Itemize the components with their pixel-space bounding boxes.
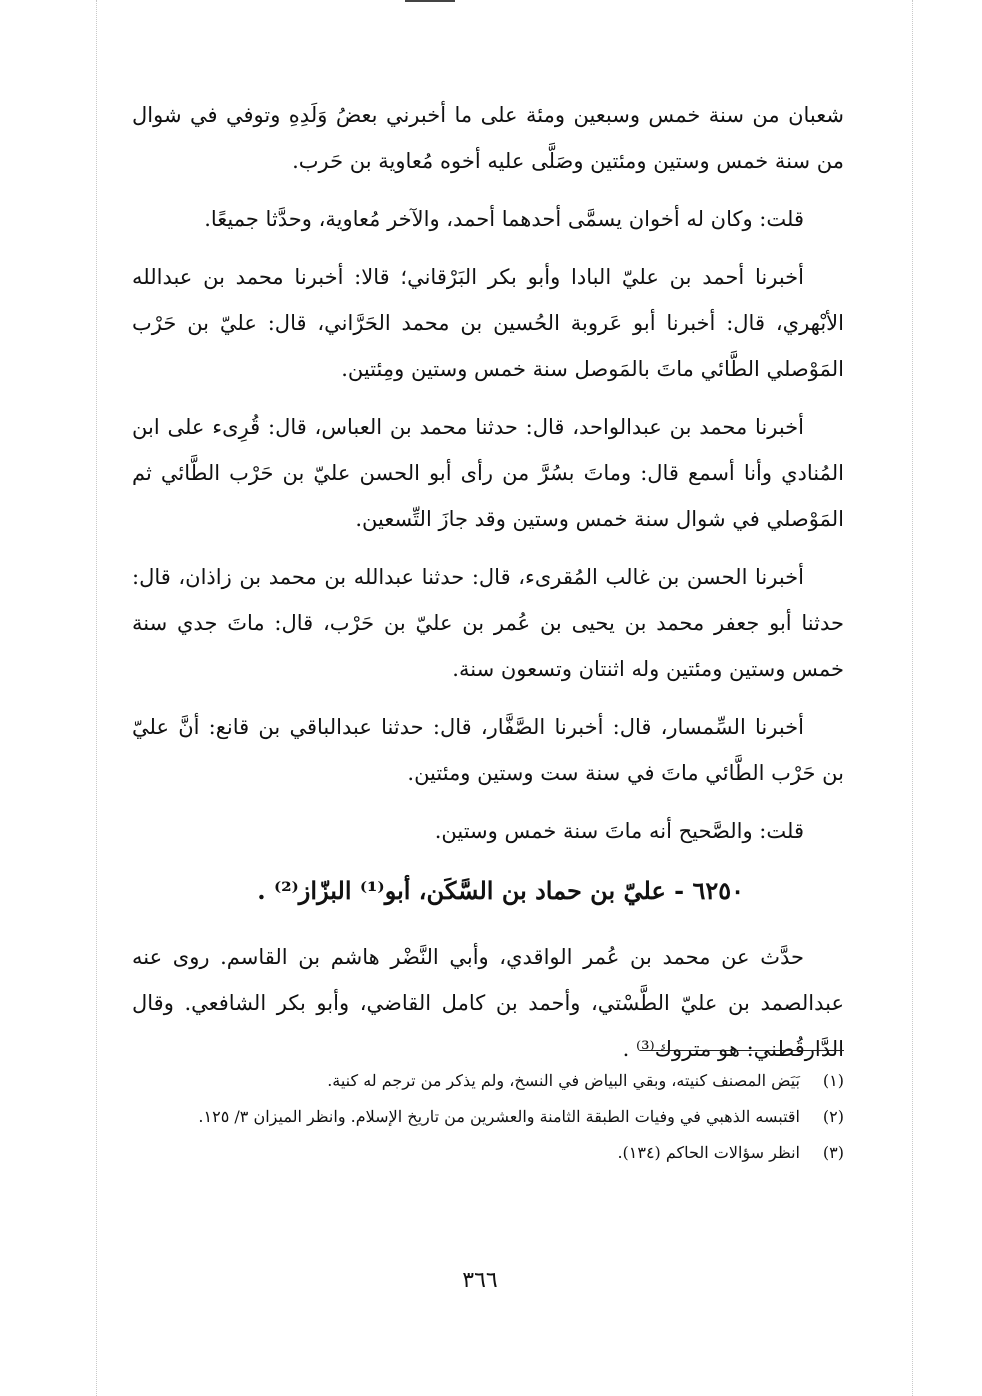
paragraph: أخبرنا أحمد بن عليّ البادا وأبو بكر البَرْقاني؛ قالا: أخبرنا محمد بن عبدالله الأبْهري، قال: أخبرنا أبو عَروبة الحُسين بن محمد الحَرَّاني، قال: عليّ بن حَرْب المَوْصلي الطَّائي ماتَ بالمَوصل سنة خمس وستين ومِئتين. <box>132 265 844 381</box>
main-text <box>132 92 844 1084</box>
footnote <box>132 1066 844 1096</box>
footnote-number: (٣) <box>822 1143 844 1162</box>
footnote-text: انظر سؤالات الحاكم (١٣٤). <box>617 1143 800 1162</box>
entry-body: حدَّث عن محمد بن عُمر الواقدي، وأبي النَّضْر هاشم بن القاسم. روى عنه عبدالصمد بن عليّ الطَّسْتي، وأحمد بن كامل القاضي، وأبو بكر الشافعي. وقال الدَّارقُطني: هو متروك⁽³⁾ . <box>132 945 844 1061</box>
scan-edge-right <box>912 0 913 1396</box>
footnote <box>132 1138 844 1168</box>
footnote-number: (١) <box>822 1071 844 1090</box>
paragraph: قلت: وكان له أخوان يسمَّى أحدهما أحمد، والآخر مُعاوية، وحدَّثا جميعًا. <box>204 207 804 231</box>
footnote-number: (٢) <box>822 1107 844 1126</box>
paragraph: أخبرنا محمد بن عبدالواحد، قال: حدثنا محمد بن العباس، قال: قُرِىء على ابن المُنادي وأنا أسمع قال: وماتَ بسُرَّ من رأى أبو الحسن عليّ بن حَرْب الطَّائي ثم المَوْصلي في شوال سنة خمس وستين وقد جازَ التِّسعين. <box>132 415 844 531</box>
paragraph: قلت: والصَّحيح أنه ماتَ سنة خمس وستين. <box>434 819 804 843</box>
top-mark <box>405 0 455 5</box>
footnote-rule <box>640 1050 844 1051</box>
paragraph: شعبان من سنة خمس وسبعين ومئة على ما أخبرني بعضُ وَلَدِهِ وتوفي في شوال من سنة خمس وستين ومئتين وصَلَّى عليه أخوه مُعاوية بن حَرب. <box>132 103 844 173</box>
entry-heading: ٦٢٥٠ - عليّ بن حماد بن السَّكَن، أبو⁽¹⁾ البزّاز⁽²⁾ . <box>257 876 744 905</box>
page-number: ٣٦٦ <box>462 1268 498 1293</box>
scan-edge-left <box>96 0 97 1396</box>
paragraph: أخبرنا السِّمسار، قال: أخبرنا الصَّفَّار، قال: حدثنا عبدالباقي بن قانع: أنَّ عليّ بن حَرْب الطَّائي ماتَ في سنة ست وستين ومئتين. <box>132 715 844 785</box>
paragraph: أخبرنا الحسن بن غالب المُقرىء، قال: حدثنا عبدالله بن محمد بن زاذان، قال: حدثنا أبو جعفر محمد بن يحيى بن عُمر بن عليّ بن حَرْب، قال: ماتَ جدي سنة خمس وستين ومئتين وله اثنتان وتسعون سنة. <box>132 565 844 681</box>
footnotes <box>132 1066 844 1174</box>
footnote-text: اقتبسه الذهبي في وفيات الطبقة الثامنة والعشرين من تاريخ الإسلام. وانظر الميزان ٣/ ١٢٥. <box>198 1107 800 1126</box>
footnote <box>132 1102 844 1132</box>
footnote-text: بَيَض المصنف كنيته، وبقي البياض في النسخ، ولم يذكر من ترجم له كنية. <box>327 1071 800 1090</box>
